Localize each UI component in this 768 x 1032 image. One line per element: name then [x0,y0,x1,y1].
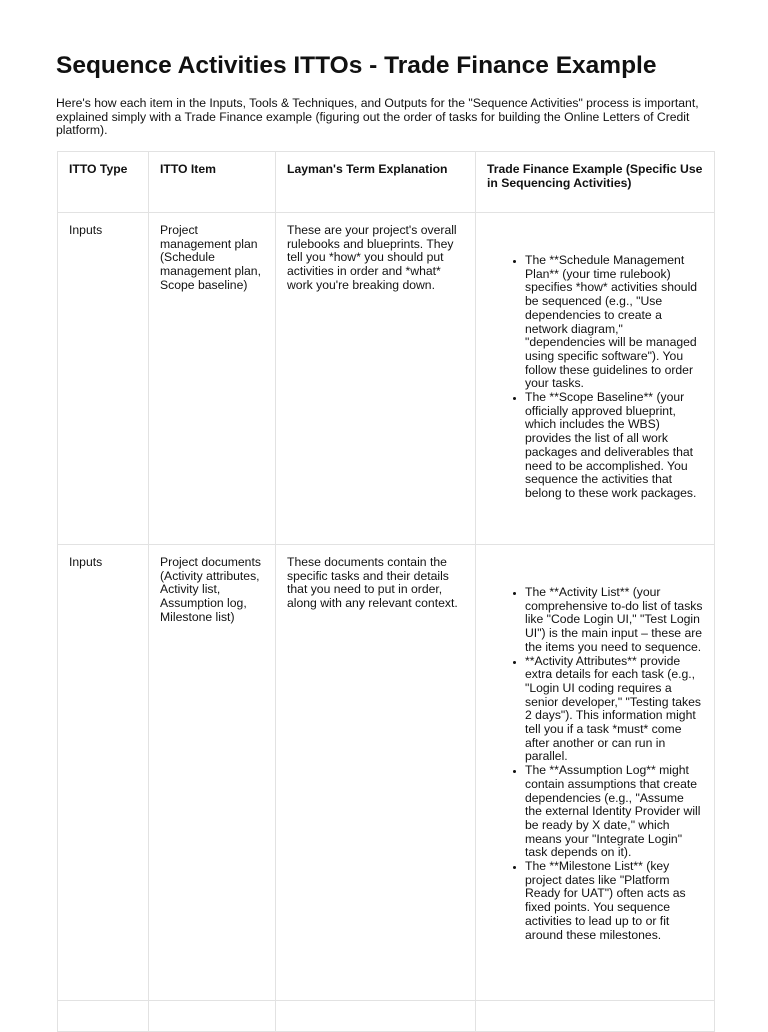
cell-itto-item: Project documents (Activity attributes, Activity list, Assumption log, Milestone list) [149,545,276,1001]
example-list [487,586,704,942]
cell-explanation: These are your project's overall rulebooks and blueprints. They tell you *how* you should put activities in order and *what* work you're breaking down. [276,213,476,545]
example-list [487,254,704,501]
table-header-row [58,152,715,213]
list-item: • **Activity Attributes** provide extra details for each task (e.g., "Login UI coding requires a senior developer," "Testing takes 2 days"). This information might tell you if a task *must* come after another or can run in parallel. [525,655,704,765]
itto-table [57,151,715,1032]
cell-empty [58,1001,149,1032]
cell-itto-type: Inputs [58,545,149,1001]
cell-empty [149,1001,276,1032]
cell-example [476,213,715,545]
intro-paragraph: Here's how each item in the Inputs, Tools & Techniques, and Outputs for the "Sequence Activities" process is important, explained simply with a Trade Finance example (figuring out the order of tasks for building the Online Letters of Credit platform). [56,96,699,138]
list-item: • The **Milestone List** (key project dates like "Platform Ready for UAT") often acts as fixed points. You sequence activities to lead up to or fit around these milestones. [525,860,704,942]
table-row [58,213,715,545]
header-itto-type: ITTO Type [58,152,149,213]
list-item: • The **Activity List** (your comprehensive to-do list of tasks like "Code Login UI," "Test Login UI") is the main input – these are the items you need to sequence. [525,586,704,655]
cell-itto-item: Project management plan (Schedule management plan, Scope baseline) [149,213,276,545]
header-layman-explanation: Layman's Term Explanation [276,152,476,213]
header-trade-finance-example: Trade Finance Example (Specific Use in Sequencing Activities) [476,152,715,213]
cell-empty [276,1001,476,1032]
cell-empty [476,1001,715,1032]
list-item: • The **Assumption Log** might contain assumptions that create dependencies (e.g., "Assume the external Identity Provider will be ready by X date," which means your "Integrate Login" task depends on it). [525,764,704,860]
table-row-empty [58,1001,715,1032]
cell-explanation: These documents contain the specific tasks and their details that you need to put in order, along with any relevant context. [276,545,476,1001]
page-title: Sequence Activities ITTOs - Trade Finance Example [56,52,657,79]
list-item: • The **Scope Baseline** (your officially approved blueprint, which includes the WBS) provides the list of all work packages and deliverables that need to be accomplished. You sequence the activities that belong to these work packages. [525,391,704,501]
table-row [58,545,715,1001]
cell-example [476,545,715,1001]
list-item: • The **Schedule Management Plan** (your time rulebook) specifies *how* activities should be sequenced (e.g., "Use dependencies to create a network diagram," "dependencies will be managed using specific software"). You follow these guidelines to order your tasks. [525,254,704,391]
header-itto-item: ITTO Item [149,152,276,213]
cell-itto-type: Inputs [58,213,149,545]
